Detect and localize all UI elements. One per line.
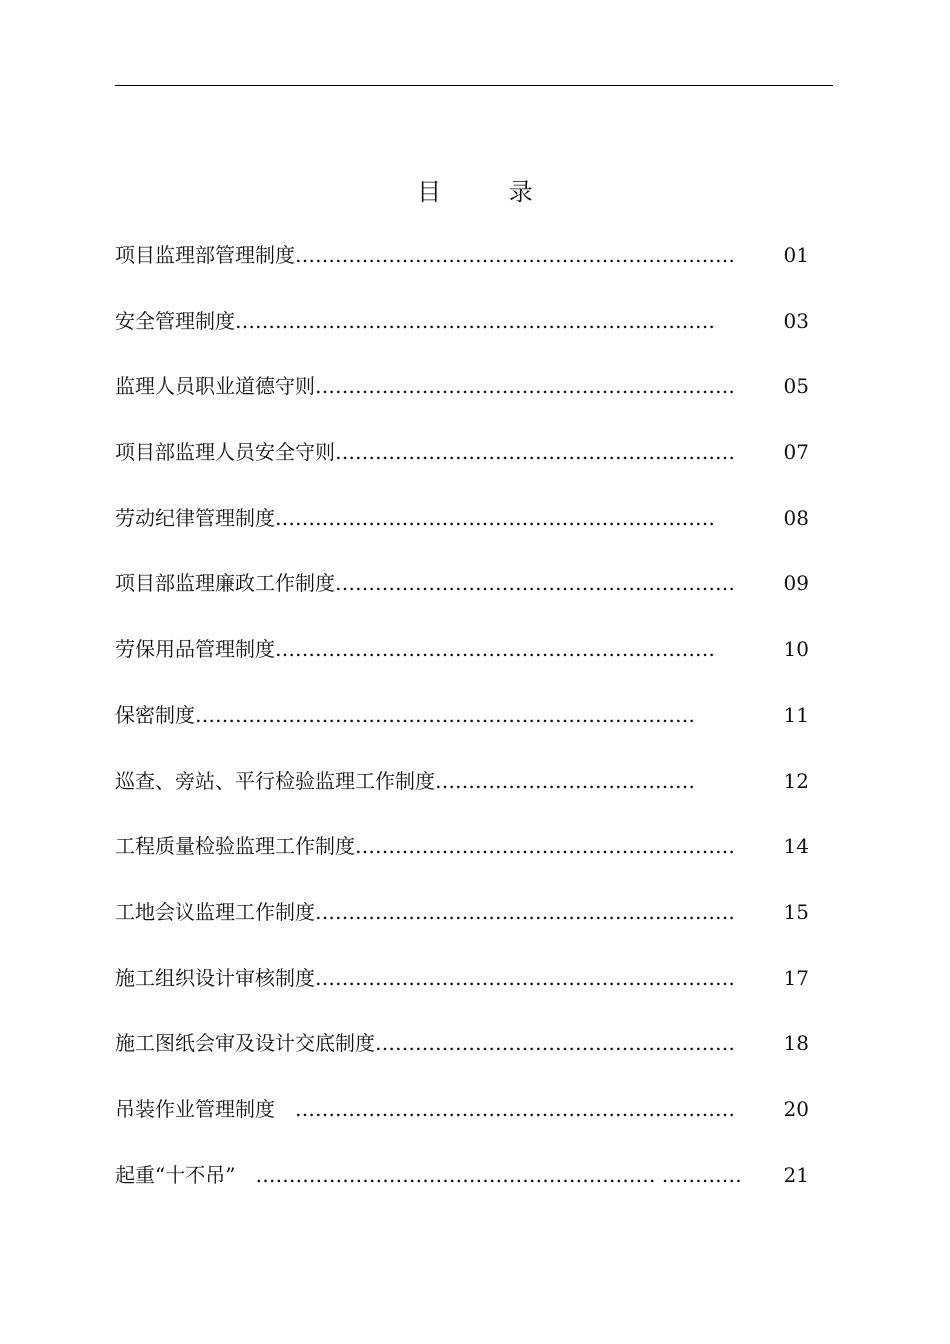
toc-leader-dots: ………………………………………………………… [275,505,715,530]
toc-entry-page: 12 [783,768,809,793]
table-of-contents [115,236,809,1221]
toc-entry[interactable] [115,433,809,499]
toc-entry[interactable] [115,1156,809,1222]
toc-entry-label: 项目部监理廉政工作制度 [115,571,335,596]
toc-entry-label: 劳动纪律管理制度 [115,505,275,530]
toc-entry-page: 08 [783,505,809,530]
toc-entry[interactable] [115,302,809,368]
toc-leader-dots: ………………………………………………………………… [195,702,695,727]
toc-entry-label: 吊装作业管理制度 [115,1096,295,1121]
toc-title: 目 录 [417,178,563,206]
toc-entry-label: 起重“十不吊” [115,1162,256,1187]
toc-entry-label: 项目部监理人员安全守则 [115,440,335,465]
toc-entry[interactable] [115,630,809,696]
toc-leader-dots: ………………………………………………………… [295,1096,735,1121]
toc-entry[interactable] [115,1024,809,1090]
toc-entry-page: 17 [783,965,809,990]
toc-leader-dots: ………………………………… [435,768,695,793]
toc-entry-label: 工程质量检验监理工作制度 [115,834,355,859]
toc-entry-page: 21 [783,1162,809,1187]
toc-entry-label: 工地会议监理工作制度 [115,899,315,924]
toc-leader-dots: ………………………………………………………… [275,637,715,662]
toc-leader-dots: ……………………………………………………………… [235,308,715,333]
toc-entry-page: 09 [783,571,809,596]
toc-leader-dots: ……………………………………………… [375,1031,735,1056]
toc-entry[interactable] [115,893,809,959]
toc-entry[interactable] [115,762,809,828]
toc-entry-page: 11 [783,702,809,727]
toc-entry-page: 18 [783,1031,809,1056]
toc-leader-dots: ……………………………………………………… [315,374,735,399]
toc-entry[interactable] [115,827,809,893]
header-rule [115,85,833,86]
toc-entry[interactable] [115,236,809,302]
toc-leader-dots: ……………………………………………………… [315,965,735,990]
toc-entry-label: 施工图纸会审及设计交底制度 [115,1031,375,1056]
toc-entry[interactable] [115,959,809,1025]
toc-entry[interactable] [115,564,809,630]
toc-entry-label: 施工组织设计审核制度 [115,965,315,990]
toc-entry-page: 03 [783,308,809,333]
toc-entry[interactable] [115,499,809,565]
toc-entry-label: 保密制度 [115,702,195,727]
toc-entry-label: 劳保用品管理制度 [115,637,275,662]
toc-entry-label: 巡查、旁站、平行检验监理工作制度 [115,768,435,793]
toc-entry-label: 项目监理部管理制度 [115,243,295,267]
toc-leader-dots: …………………………………………………… ………… [255,1162,742,1187]
toc-leader-dots: ………………………………………………………… [295,243,735,267]
toc-entry-label: 安全管理制度 [115,308,235,333]
toc-entry[interactable] [115,1090,809,1156]
toc-leader-dots: ………………………………………………… [355,834,735,859]
toc-entry[interactable] [115,696,809,762]
toc-leader-dots: ……………………………………………………… [315,899,735,924]
toc-entry-label: 监理人员职业道德守则 [115,374,315,399]
toc-entry-page: 14 [783,834,809,859]
toc-entry-page: 05 [783,374,809,399]
toc-entry-page: 20 [783,1096,809,1121]
toc-entry-page: 15 [783,899,809,924]
toc-entry[interactable] [115,367,809,433]
toc-leader-dots: …………………………………………………… [335,571,735,596]
toc-leader-dots: …………………………………………………… [335,440,735,465]
toc-entry-page: 10 [783,637,809,662]
toc-entry-page: 07 [783,440,809,465]
toc-entry-page: 01 [783,243,809,267]
